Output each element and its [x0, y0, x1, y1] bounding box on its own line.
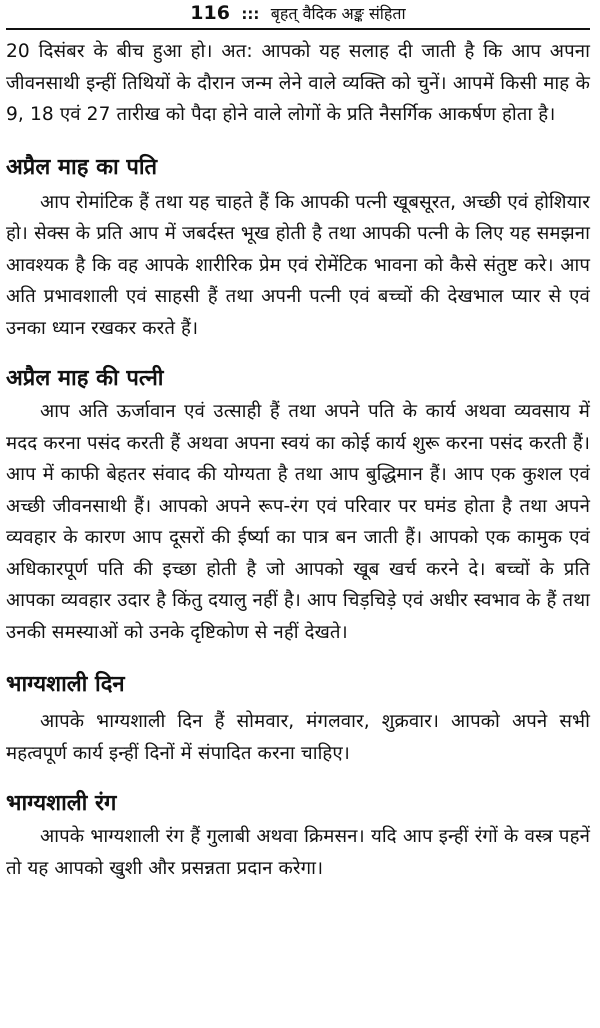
header-rule	[6, 28, 590, 30]
section-heading-lucky-colors: भाग्यशाली रंग	[6, 791, 117, 816]
section-heading-lucky-days: भाग्यशाली दिन	[6, 672, 125, 697]
section-body-april-husband: आप रोमांटिक हैं तथा यह चाहते हैं कि आपकी पत्नी खूबसूरत, अच्छी एवं होशियार हो। सेक्स के प्रति आप में जबर्दस्त भूख होती है तथा आपकी पत्नी के लिए यह समझना आवश्यक है कि वह आपके शारीरिक प्रेम एवं रोमेंटिक भावना को कैसे संतुष्ट करे। आप अति प्रभावशाली एवं साहसी हैं तथा अपनी पत्नी एवं बच्चों की देखभाल प्यार से एवं उनका ध्यान रखकर करते हैं।	[6, 191, 590, 339]
page-number: 116	[190, 2, 230, 24]
section-heading-april-husband: अप्रैल माह का पति	[6, 154, 158, 180]
section-body-lucky-days: आपके भाग्यशाली दिन हैं सोमवार, मंगलवार, शुक्रवार। आपको अपने सभी महत्वपूर्ण कार्य इन्हीं दिनों में संपादित करना चाहिए।	[6, 711, 590, 764]
section-heading-april-wife: अप्रैल माह की पत्नी	[6, 366, 164, 391]
section-body-april-wife: आप अति ऊर्जावान एवं उत्साही हैं तथा अपने पति के कार्य अथवा व्यवसाय में मदद करना पसंद करती हैं अथवा अपना स्वयं का कोई कार्य शुरू करना पसंद करती हैं। आप में काफी बेहतर संवाद की योग्यता है तथा आप बुद्धिमान हैं। आप एक कुशल एवं अच्छी जीवनसाथी हैं। आपको अपने रूप-रंग एवं परिवार पर घमंड होता है तथा अपने व्यवहार के कारण आप दूसरों की ईर्ष्या का पात्र बन जाती हैं। आपको एक कामुक एवं अधिकारपूर्ण पति की इच्छा होती है जो आपको खूब खर्च करने दे। बच्चों के प्रति आपका व्यवहार उदार है किंतु दयालु नहीं है। आप चिड़चिड़े एवं अधीर स्वभाव के हैं तथा उनकी समस्याओं को उनके दृष्टिकोण से नहीं देखते।	[6, 401, 590, 643]
intro-paragraph: 20 दिसंबर के बीच हुआ हो। अत: आपको यह सलाह दी जाती है कि आप अपना जीवनसाथी इन्हीं तिथियों के दौरान जन्म लेने वाले व्यक्ति को चुनें। आपमें किसी माह के 9, 18 एवं 27 तारीख को पैदा होने वाले लोगों के प्रति नैसर्गिक आकर्षण होता है।	[6, 41, 590, 125]
book-title: बृहत् वैदिक अङ्क संहिता	[270, 4, 406, 23]
running-header	[6, 0, 590, 26]
header-separator: :::	[241, 5, 260, 23]
section-body-lucky-colors: आपके भाग्यशाली रंग हैं गुलाबी अथवा क्रिमसन। यदि आप इन्हीं रंगों के वस्त्र पहनें तो यह आपको खुशी और प्रसन्नता प्रदान करेगा।	[6, 826, 590, 879]
